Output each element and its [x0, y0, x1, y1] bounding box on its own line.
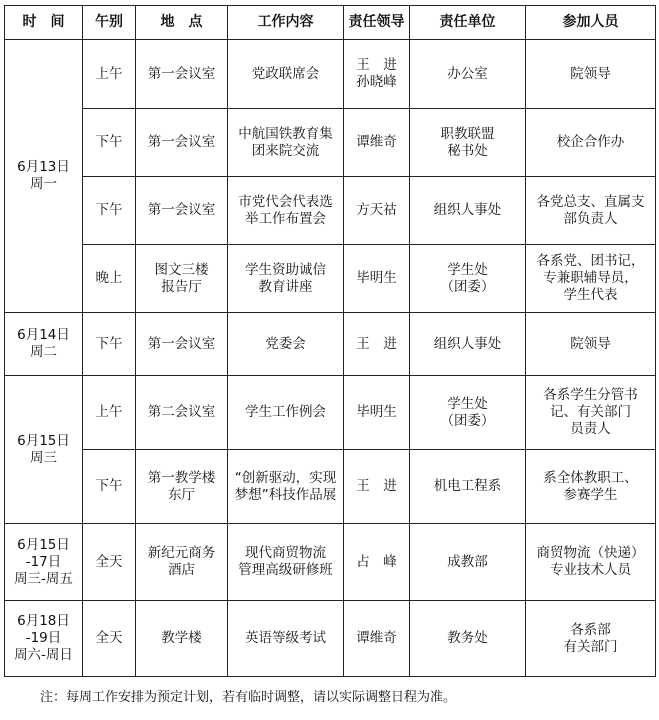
place-cell: 图文三楼 报告厅 — [136, 245, 228, 313]
unit-cell: 办公室 — [410, 40, 526, 109]
weekly-schedule-table — [4, 5, 656, 677]
table-row — [5, 40, 656, 109]
content-cell: 党委会 — [228, 313, 344, 376]
period-cell: 上午 — [83, 40, 136, 109]
place-cell: 第二会议室 — [136, 376, 228, 450]
table-row — [5, 109, 656, 177]
attendees-cell: 各党总支、直属支 部负责人 — [526, 177, 656, 245]
attendees-cell: 商贸物流（快递） 专业技术人员 — [526, 524, 656, 601]
leader-cell: 王 进 — [344, 313, 410, 376]
date-cell: 6月18日 -19日 周六-周日 — [5, 601, 83, 677]
period-cell: 下午 — [83, 109, 136, 177]
period-cell: 下午 — [83, 450, 136, 524]
unit-cell: 组织人事处 — [410, 313, 526, 376]
date-cell: 6月14日 周二 — [5, 313, 83, 376]
leader-cell: 毕明生 — [344, 245, 410, 313]
attendees-cell: 院领导 — [526, 313, 656, 376]
period-cell: 晚上 — [83, 245, 136, 313]
table-row — [5, 524, 656, 601]
content-cell: “创新驱动，实现 梦想”科技作品展 — [228, 450, 344, 524]
leader-cell: 毕明生 — [344, 376, 410, 450]
place-cell: 新纪元商务 酒店 — [136, 524, 228, 601]
footnote: 注：每周工作安排为预定计划，若有临时调整，请以实际调整日程为准。 — [40, 690, 457, 705]
header-content: 工作内容 — [228, 6, 344, 40]
attendees-cell: 院领导 — [526, 40, 656, 109]
leader-cell: 王 进 孙晓峰 — [344, 40, 410, 109]
period-cell: 下午 — [83, 177, 136, 245]
unit-cell: 组织人事处 — [410, 177, 526, 245]
date-cell: 6月15日 周三 — [5, 376, 83, 524]
unit-cell: 机电工程系 — [410, 450, 526, 524]
content-cell: 市党代会代表选 举工作布置会 — [228, 177, 344, 245]
content-cell: 中航国铁教育集 团来院交流 — [228, 109, 344, 177]
header-leader: 责任领导 — [344, 6, 410, 40]
table-row — [5, 313, 656, 376]
leader-cell: 谭维奇 — [344, 601, 410, 677]
unit-cell: 学生处 （团委） — [410, 376, 526, 450]
unit-cell: 教务处 — [410, 601, 526, 677]
attendees-cell: 系全体教职工、 参赛学生 — [526, 450, 656, 524]
attendees-cell: 各系党、团书记， 专兼职辅导员， 学生代表 — [526, 245, 656, 313]
attendees-cell: 各系学生分管书 记、有关部门 员责人 — [526, 376, 656, 450]
leader-cell: 王 进 — [344, 450, 410, 524]
content-cell: 学生工作例会 — [228, 376, 344, 450]
header-time: 时 间 — [5, 6, 83, 40]
place-cell: 第一会议室 — [136, 40, 228, 109]
attendees-cell: 校企合作办 — [526, 109, 656, 177]
leader-cell: 谭维奇 — [344, 109, 410, 177]
header-period: 午别 — [83, 6, 136, 40]
header-attendees: 参加人员 — [526, 6, 656, 40]
content-cell: 英语等级考试 — [228, 601, 344, 677]
place-cell: 教学楼 — [136, 601, 228, 677]
table-row — [5, 450, 656, 524]
header-place: 地 点 — [136, 6, 228, 40]
table-row — [5, 245, 656, 313]
leader-cell: 方天祜 — [344, 177, 410, 245]
date-cell: 6月15日 -17日 周三-周五 — [5, 524, 83, 601]
place-cell: 第一会议室 — [136, 109, 228, 177]
unit-cell: 成教部 — [410, 524, 526, 601]
attendees-cell: 各系部 有关部门 — [526, 601, 656, 677]
unit-cell: 学生处 （团委） — [410, 245, 526, 313]
place-cell: 第一会议室 — [136, 313, 228, 376]
period-cell: 上午 — [83, 376, 136, 450]
content-cell: 学生资助诚信 教育讲座 — [228, 245, 344, 313]
period-cell: 全天 — [83, 601, 136, 677]
table-row — [5, 376, 656, 450]
table-row — [5, 177, 656, 245]
place-cell: 第一教学楼 东厅 — [136, 450, 228, 524]
place-cell: 第一会议室 — [136, 177, 228, 245]
content-cell: 现代商贸物流 管理高级研修班 — [228, 524, 344, 601]
unit-cell: 职教联盟 秘书处 — [410, 109, 526, 177]
header-row — [5, 6, 656, 40]
header-unit: 责任单位 — [410, 6, 526, 40]
period-cell: 下午 — [83, 313, 136, 376]
leader-cell: 占 峰 — [344, 524, 410, 601]
table-row — [5, 601, 656, 677]
content-cell: 党政联席会 — [228, 40, 344, 109]
period-cell: 全天 — [83, 524, 136, 601]
date-cell: 6月13日 周一 — [5, 40, 83, 313]
